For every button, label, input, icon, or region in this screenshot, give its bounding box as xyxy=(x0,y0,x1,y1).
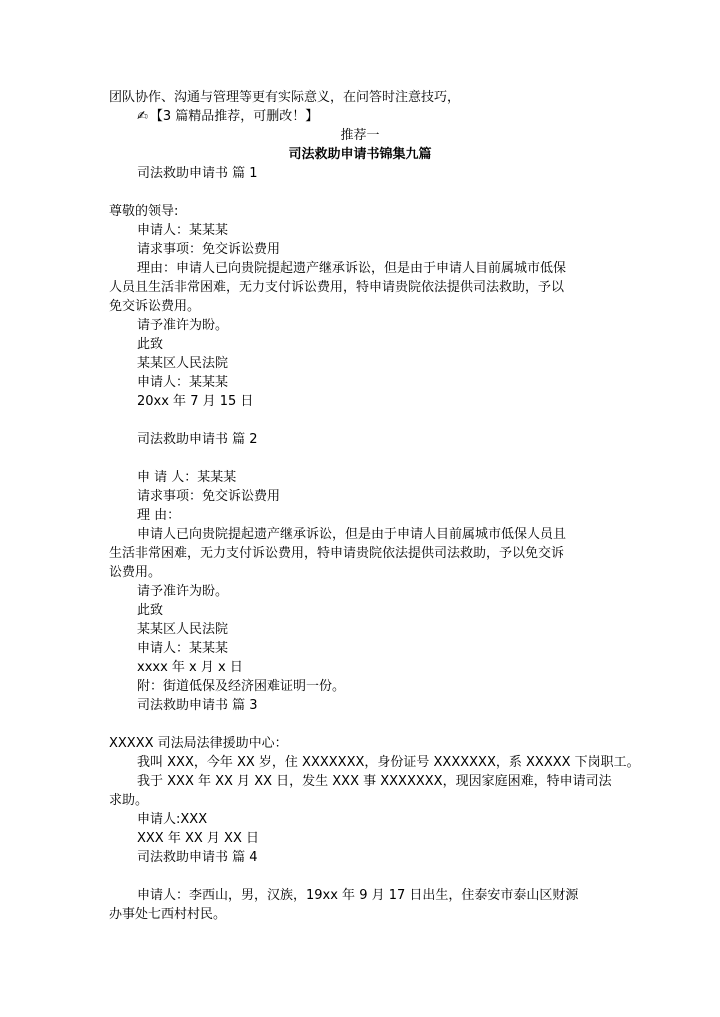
text-line: XXX 年 XX 月 XX 日 xyxy=(137,831,260,846)
text-line: 请求事项：免交诉讼费用 xyxy=(137,489,281,504)
text-line: 我于 XXX 年 XX 月 XX 日，发生 XXX 事 XXXXXXX，现因家庭困难，特申请司法 xyxy=(137,774,612,789)
text-line: 尊敬的领导: xyxy=(109,204,179,219)
text-line: 理由：申请人已向贵院提起遗产继承诉讼，但是由于申请人目前属城市低保 xyxy=(137,261,567,276)
article-heading: 司法救助申请书 篇 3 xyxy=(137,698,258,713)
text-line: 某某区人民法院 xyxy=(137,356,229,371)
text-line: 人员且生活非常困难，无力支付诉讼费用，特申请贵院依法提供司法救助，予以 xyxy=(109,280,565,295)
text-line: 20xx 年 7 月 15 日 xyxy=(137,394,254,409)
text-line: 某某区人民法院 xyxy=(137,622,229,637)
text-line: 免交诉讼费用。 xyxy=(109,299,201,314)
text-line: 申请人：李西山，男，汉族，19xx 年 9 月 17 日出生，住泰安市泰山区财源 xyxy=(137,888,579,903)
text-line: 请予准许为盼。 xyxy=(137,318,229,333)
text-line: 团队协作、沟通与管理等更有实际意义，在问答时注意技巧， xyxy=(109,90,461,105)
text-line: 理 由： xyxy=(137,508,181,523)
text-line: 申请人：某某某 xyxy=(137,223,229,238)
recommend-note-text: 【3 篇精品推荐，可删改！】 xyxy=(149,109,319,124)
text-line: 生活非常困难，无力支付诉讼费用，特申请贵院依法提供司法救助，予以免交诉 xyxy=(109,546,565,561)
text-line: 此致 xyxy=(137,603,164,618)
text-line: 申请人已向贵院提起遗产继承诉讼，但是由于申请人目前属城市低保人员且 xyxy=(137,527,567,542)
text-line: 此致 xyxy=(137,337,164,352)
text-line: 请予准许为盼。 xyxy=(137,584,229,599)
text-line: 请求事项：免交诉讼费用 xyxy=(137,242,281,257)
pen-icon: ✍ xyxy=(137,109,148,124)
text-line: 讼费用。 xyxy=(109,565,162,580)
document-title: 司法救助申请书锦集九篇 xyxy=(288,147,432,162)
text-line: 我叫 XXX，今年 XX 岁，住 XXXXXXX，身份证号 XXXXXXX，系 XXXXX 下岗职工。 xyxy=(137,755,640,770)
text-line: 求助。 xyxy=(109,793,149,808)
section-heading: 推荐一 xyxy=(340,128,380,143)
recommend-note xyxy=(0,108,720,126)
text-line: 申请人：某某某 xyxy=(137,641,229,656)
text-line: 申请人：某某某 xyxy=(137,375,229,390)
text-line: 办事处七西村村民。 xyxy=(109,907,227,922)
text-line: 申请人:XXX xyxy=(137,812,208,827)
text-line: xxxx 年 x 月 x 日 xyxy=(137,660,243,675)
text-line: 申 请 人：某某某 xyxy=(137,470,237,485)
article-heading: 司法救助申请书 篇 2 xyxy=(137,432,258,447)
text-line: XXXXX 司法局法律援助中心： xyxy=(109,736,288,751)
text-line: 附：街道低保及经济困难证明一份。 xyxy=(137,679,346,694)
article-heading: 司法救助申请书 篇 1 xyxy=(137,166,258,181)
article-heading: 司法救助申请书 篇 4 xyxy=(137,850,258,865)
